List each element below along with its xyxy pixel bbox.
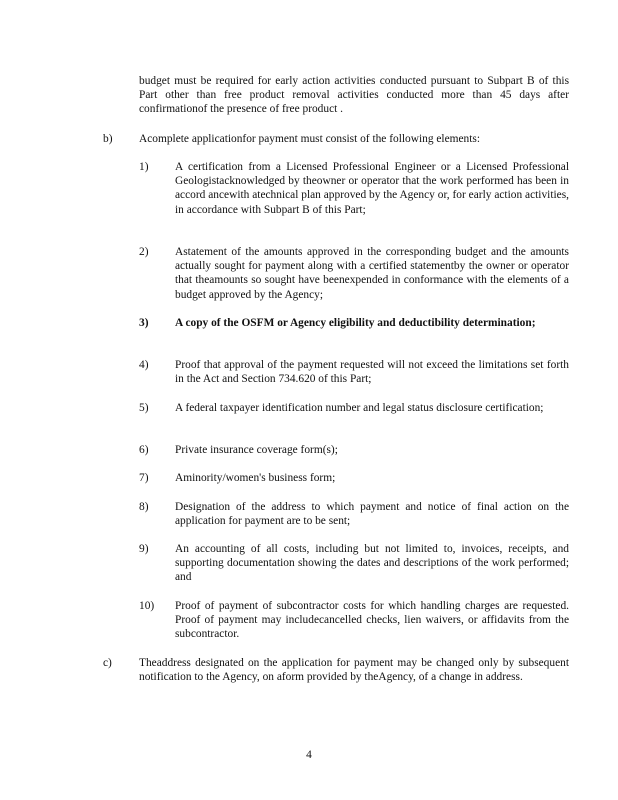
intro-paragraph: budget must be required for early action activities conducted pursuant to Subpart B of this Part other than free product removal activities conducted more than 45 days after confirmationof the presence of free product . (139, 75, 569, 116)
section-b-text: Acomplete applicationfor payment must consist of the following elements: (139, 133, 481, 145)
list-item-number: 2) (139, 246, 149, 258)
section-c-label: c) (103, 657, 112, 669)
list-item-number: 8) (139, 501, 149, 513)
list-item-text: A certification from a Licensed Professional Engineer or a Licensed Professional Geologistacknowledged by theowner or operator that the work performed has been in accord ancewith atechnical plan approved by the Agency or, for early action activities, in accordance with Subpart B of this Part; (175, 161, 569, 216)
list-item-text: Private insurance coverage form(s); (175, 444, 338, 456)
list-item-number: 9) (139, 543, 149, 555)
page-number: 4 (306, 749, 312, 761)
list-item-text: Aminority/women's business form; (175, 472, 336, 484)
list-item-text: Proof of payment of subcontractor costs for which handling charges are requested. Proof of payment may includecancelled checks, lien waivers, or affidavits from the subcontractor. (175, 600, 569, 641)
section-b-label: b) (103, 133, 113, 145)
list-item-number: 5) (139, 402, 149, 414)
list-item-text: A federal taxpayer identification number and legal status disclosure certification; (175, 402, 544, 414)
list-item-number: 4) (139, 359, 149, 371)
list-item-text: An accounting of all costs, including but not limited to, invoices, receipts, and supporting documentation showing the dates and descriptions of the work performed; and (175, 543, 569, 584)
section-c-text: Theaddress designated on the application for payment may be changed only by subsequent notification to the Agency, on aform provided by theAgency, of a change in address. (139, 657, 569, 684)
list-item-number: 6) (139, 444, 149, 456)
list-item-text: Astatement of the amounts approved in the corresponding budget and the amounts actually sought for payment along with a certified statementby the owner or operator that theamounts so sought have beenexpended in conformance with the elements of a budget approved by the Agency; (175, 246, 569, 301)
list-item-text: Proof that approval of the payment requested will not exceed the limitations set forth in the Act and Section 734.620 of this Part; (175, 359, 569, 386)
list-item-text: Designation of the address to which payment and notice of final action on the application for payment are to be sent; (175, 501, 569, 528)
list-item-number: 7) (139, 472, 149, 484)
list-item-number: 1) (139, 161, 149, 173)
list-item-number: 3) (139, 317, 149, 329)
list-item-text: A copy of the OSFM or Agency eligibility and deductibility determination; (175, 317, 536, 329)
list-item-number: 10) (139, 600, 155, 612)
